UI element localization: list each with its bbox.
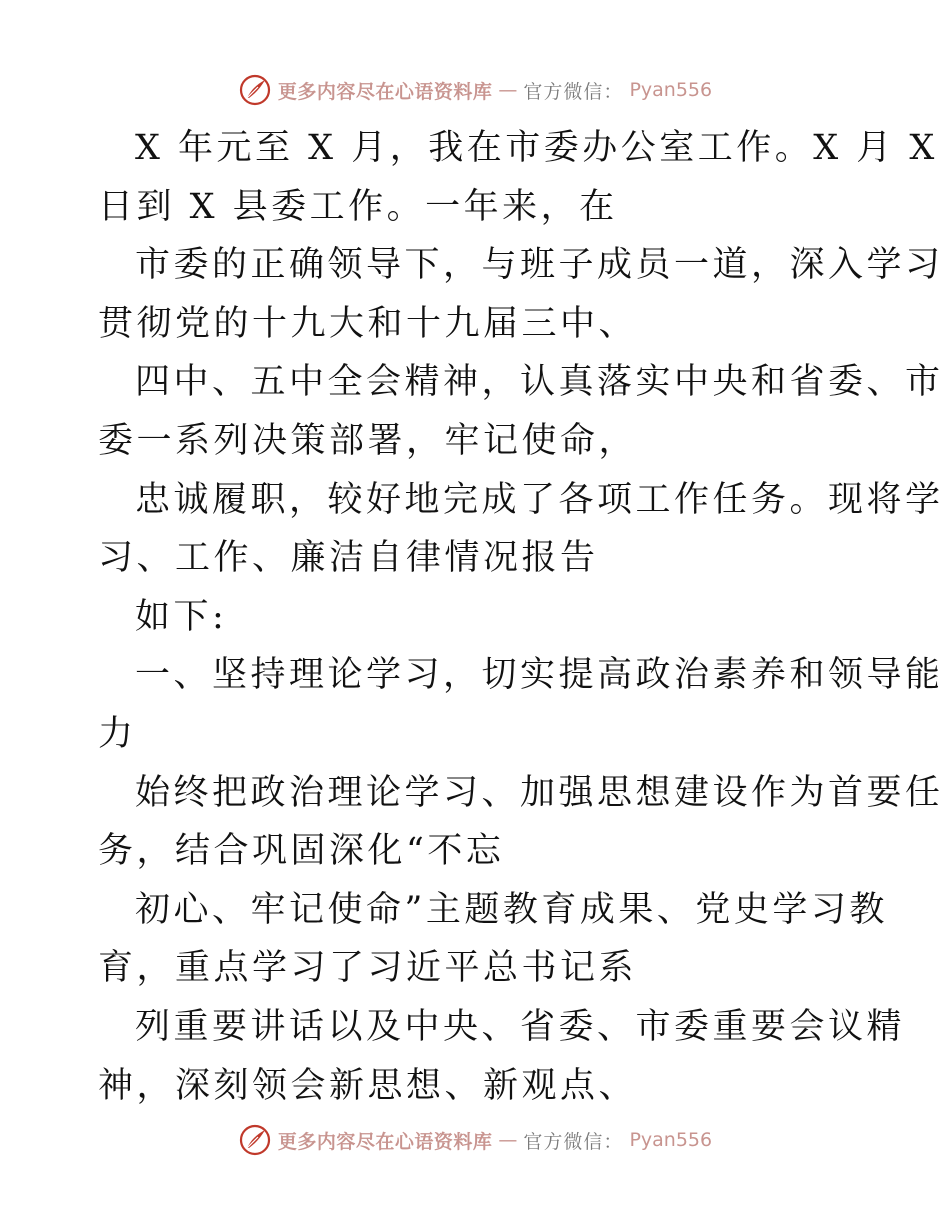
banner-wechat-label: 官方微信： — [523, 1130, 624, 1153]
body-line: 如下: — [135, 596, 228, 637]
body-line: 始终把政治理论学习、加强思想建设作为首要任 — [135, 772, 944, 813]
banner-wechat-id: Pyan556 — [629, 79, 713, 101]
header-banner — [0, 70, 950, 110]
body-line: 列重要讲话以及中央、省委、市委重要会议精 — [135, 1006, 906, 1047]
body-line: 日到 X 县委工作。一年来，在 — [98, 186, 618, 227]
body-line: 委一系列决策部署，牢记使命， — [98, 420, 638, 461]
section-heading-continued: 力 — [98, 713, 137, 754]
body-line: 神，深刻领会新思想、新观点、 — [98, 1065, 638, 1106]
quill-pen-logo-icon — [238, 1123, 272, 1157]
banner-dash: — — [498, 79, 518, 101]
section-heading: 一、坚持理论学习，切实提高政治素养和领导能 — [135, 655, 944, 696]
body-line: 四中、五中全会精神，认真落实中央和省委、市 — [135, 362, 944, 403]
body-line: 贯彻党的十九大和十九届三中、 — [98, 303, 638, 344]
banner-wechat-id: Pyan556 — [629, 1129, 713, 1151]
body-line: X 年元至 X 月，我在市委办公室工作。X 月 X — [135, 128, 938, 168]
body-line: 市委的正确领导下，与班子成员一道，深入学习 — [135, 245, 944, 286]
footer-banner — [0, 1120, 950, 1160]
body-line: 务，结合巩固深化“不忘 — [98, 831, 505, 872]
banner-promo-text: 更多内容尽在心语资料库 — [277, 80, 493, 103]
document-body — [98, 119, 944, 1115]
banner-promo-text: 更多内容尽在心语资料库 — [277, 1130, 493, 1153]
body-line: 初心、牢记使命”主题教育成果、党史学习教 — [135, 889, 888, 930]
banner-wechat-label: 官方微信： — [523, 80, 624, 103]
body-line: 育，重点学习了习近平总书记系 — [98, 948, 638, 989]
body-line: 习、工作、廉洁自律情况报告 — [98, 538, 599, 579]
body-line: 忠诚履职，较好地完成了各项工作任务。现将学 — [135, 479, 944, 520]
quill-pen-logo-icon — [238, 73, 272, 107]
banner-dash: — — [498, 1129, 518, 1151]
